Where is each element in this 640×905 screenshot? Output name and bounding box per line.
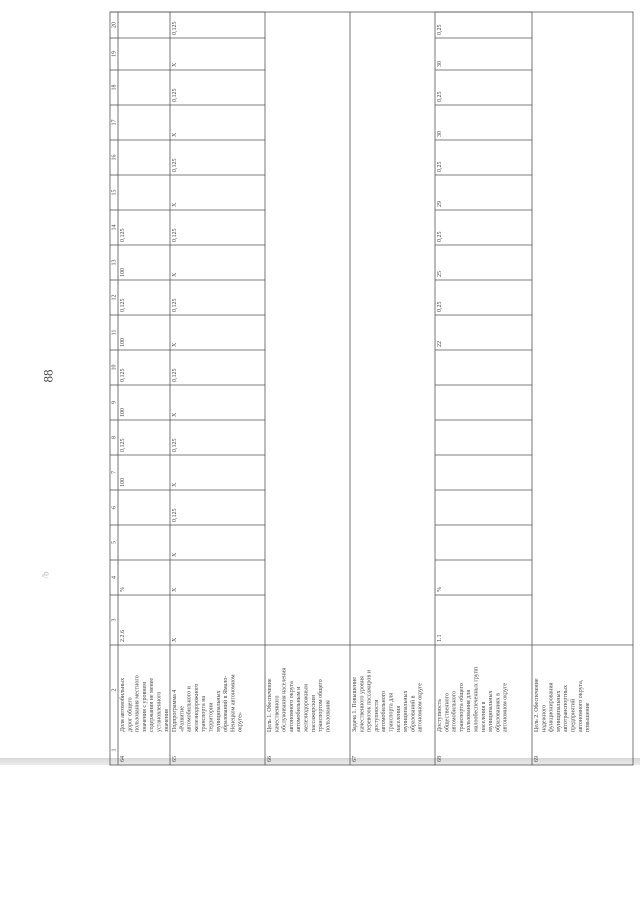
cell-value: X [172, 342, 178, 347]
cell-value: 0,125 [172, 438, 178, 452]
row-description-line: населения в [480, 701, 487, 732]
row-number: 69 [534, 756, 540, 762]
row-description-line: автомобильным и [296, 686, 303, 732]
cell-indicator-code: 1.1 [437, 634, 443, 642]
row-description-line: образований в Ямало- [223, 675, 230, 732]
row-description-line: малообеспеченных групп [473, 666, 480, 732]
cell-value: X [172, 132, 178, 137]
column-number: 16 [111, 154, 118, 161]
cell-value: X [172, 482, 178, 487]
row-description-line: Цель 1. Обеспечение [267, 678, 273, 732]
cell-value: X [172, 272, 178, 277]
cell-value: 0,125 [172, 228, 178, 242]
row-description-line: установленного [156, 691, 163, 732]
row-description-line: перевозок пассажиров и [366, 670, 373, 732]
row-description-line: образований в [410, 695, 417, 732]
row-description-line: качественного уровня [359, 676, 366, 732]
row-description-line: автономном округе [417, 682, 424, 732]
cell-value: 30 [437, 61, 443, 67]
row-number: 64 [120, 756, 126, 762]
row-description-line: общественного [444, 693, 451, 732]
column-number: 3 [111, 618, 118, 622]
cell-indicator-code: 2.2.6 [120, 630, 126, 642]
row-description-line: значения с уровнем [141, 681, 148, 732]
row-description-line: транспорта на [201, 695, 208, 732]
row-description-line: транспорта общего [458, 683, 465, 732]
row-description-line: автономного округа, [577, 679, 584, 732]
column-number: 8 [111, 436, 118, 439]
cell-value: 0,125 [172, 298, 178, 312]
row-number: 68 [437, 756, 443, 762]
row-description-line: надежного [541, 704, 548, 732]
cell-value: 0,125 [120, 298, 126, 312]
row-description-line: пользования местного [134, 675, 141, 732]
row-description-line: территории [208, 702, 215, 732]
column-number: 2 [111, 688, 118, 692]
row-description-line: Ненецком автономном [230, 674, 237, 732]
cell-value: 0,125 [172, 368, 178, 382]
row-description-line: предприятий [570, 698, 577, 732]
row-description-line: качественного [274, 695, 281, 732]
row-description-line: обслуживания населения [281, 667, 288, 732]
row-description-line: автомобильного и [186, 686, 193, 732]
cell-value: 0,125 [172, 158, 178, 172]
row-description-line: автономного округа [288, 681, 295, 732]
column-number: 17 [111, 119, 118, 126]
column-number: 4 [111, 576, 118, 579]
cell-value: 25 [437, 271, 443, 277]
column-number: 1 [111, 748, 118, 752]
cell-value: 0,125 [120, 438, 126, 452]
cell-value: 100 [120, 338, 126, 347]
row-description-line: пассажирским [310, 695, 317, 732]
row-description-line: транспорта для [388, 692, 395, 732]
column-number: 20 [111, 22, 118, 28]
cell-value: X [172, 552, 178, 557]
row-description-line: повышение [585, 702, 592, 732]
row-description-line: Доля автомобильных [120, 677, 126, 732]
row-description-line: «Развитие [179, 706, 186, 732]
cell-value: 0,25 [437, 161, 443, 172]
cell-value: X [172, 412, 178, 417]
column-number: 6 [111, 506, 118, 509]
row-description-line: автомобильного [381, 690, 388, 732]
column-number: 19 [111, 51, 118, 57]
row-description-line: пользования для [466, 689, 473, 732]
row-description-line: муниципальных [488, 690, 495, 732]
cell-value: 100 [120, 408, 126, 417]
row-description-line: автотранспортных [563, 684, 570, 732]
row-description-line: железнодорожным [303, 684, 310, 732]
column-number: 13 [111, 259, 118, 266]
row-description-line: Доступность [437, 698, 443, 732]
row-number: 65 [172, 756, 178, 762]
cell-value: 0,25 [437, 24, 443, 35]
column-number: 10 [111, 364, 118, 371]
cell-value: 29 [437, 201, 443, 207]
cell-unit: X [172, 587, 178, 592]
cell-value: 0,25 [437, 231, 443, 242]
cell-value: 0,125 [172, 21, 178, 35]
column-number: 12 [111, 294, 118, 301]
cell-value: 100 [120, 478, 126, 487]
row-description-line: Цель 2. Обеспечение [534, 678, 540, 732]
row-description-line: транспортом общего [318, 679, 325, 732]
cell-value: 100 [120, 268, 126, 277]
row-description-line: муниципальных [555, 690, 562, 732]
column-number: 14 [111, 224, 118, 231]
cell-unit: % [437, 587, 443, 592]
row-description-line: автомобильного [451, 690, 458, 732]
row-description-line: доступности [373, 699, 380, 732]
cell-indicator-code: X [172, 637, 178, 642]
cell-value: 30 [437, 131, 443, 137]
cell-value: 0,125 [172, 88, 178, 102]
cell-value: 0,25 [437, 91, 443, 102]
table-frame [110, 12, 633, 765]
row-description-line: Задача 1. Повышение [352, 677, 358, 732]
cell-value: 0,125 [172, 508, 178, 522]
column-number: 11 [111, 329, 118, 336]
column-number: 9 [111, 401, 118, 404]
row-description-line: населения [395, 705, 402, 732]
cell-unit: % [120, 587, 126, 592]
column-number: 5 [111, 541, 118, 544]
row-description-line: образованиях в [495, 693, 502, 732]
row-description-line: железнодорожного [193, 683, 200, 732]
cell-value: X [172, 202, 178, 207]
row-description-line: муниципальных [215, 690, 222, 732]
cell-value: 0,125 [120, 228, 126, 242]
faint-mark: /b [40, 571, 51, 579]
row-number: 66 [267, 756, 273, 762]
row-description-line: муниципальных [403, 690, 410, 732]
cell-value: X [172, 62, 178, 67]
row-description-line: дорог общего [127, 697, 134, 732]
column-number: 15 [111, 189, 118, 196]
cell-value: 0,125 [120, 368, 126, 382]
column-number: 18 [111, 84, 118, 91]
row-description-line: Подпрограмма 4 [172, 689, 178, 732]
cell-value: 0,25 [437, 301, 443, 312]
row-number: 67 [352, 756, 358, 762]
cell-value: 22 [437, 341, 443, 347]
row-description-line: округе» [237, 712, 244, 732]
row-description-line: пользования [325, 700, 332, 732]
row-description-line: функционирования [548, 682, 555, 732]
row-description-line: значения [163, 709, 170, 732]
row-description-line: содержания не менее [149, 677, 156, 732]
row-description-line: автономном округе [502, 682, 509, 732]
column-number: 7 [111, 471, 118, 474]
page-number: 88 [40, 369, 56, 383]
